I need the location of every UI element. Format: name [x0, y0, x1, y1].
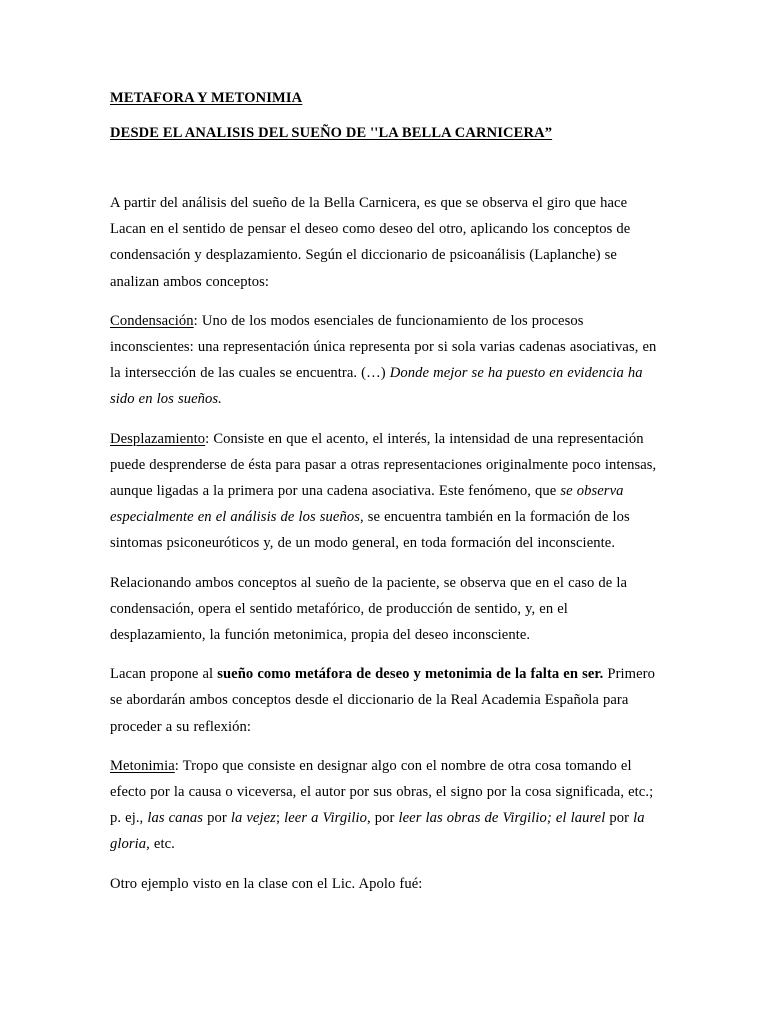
paragraph-condensacion — [110, 308, 660, 413]
lacan-bold-phrase: sueño como metáfora de deseo y metonimia de la falta en ser. — [217, 666, 604, 683]
metonimia-text-part-1: Tropo que consiste en designar algo con el nombre de otra cosa tomando el efecto por la causa o viceversa, el autor por sus obras, el signo por la cosa significada, etc.; p. ej., — [110, 757, 654, 827]
paragraph-gap — [110, 740, 660, 753]
title-block-primary — [110, 85, 660, 111]
condensacion-separator: : — [193, 312, 202, 329]
term-desplazamiento: Desplazamiento — [110, 430, 206, 447]
paragraph-gap — [110, 648, 660, 661]
desplazamiento-text-part-1: Consiste en que el acento, el interés, la intensidad de una representación puede desprenderse de ésta para pasar a otras representaciones originalmente poco intensas, aunque ligadas a la primera por una cadena asociativa. Este fenómeno, que — [110, 430, 657, 500]
title-block-secondary — [110, 120, 660, 146]
desplazamiento-text-part-3: , se encuentra también en la formación de los sintomas psiconeuróticos y, de un modo general, en toda formación del inconsciente. — [110, 509, 630, 552]
metonimia-example-canas: las canas — [147, 810, 204, 827]
metonimia-text-part-5: ; — [275, 810, 285, 827]
paragraph-gap — [110, 858, 660, 871]
paragraph-desplazamiento — [110, 426, 660, 557]
metonimia-example-vejez: la vejez — [230, 810, 276, 827]
paragraph-gap — [110, 295, 660, 308]
paragraph-gap — [110, 413, 660, 426]
metonimia-text-part-11: por — [605, 810, 634, 827]
desplazamiento-separator: : — [205, 430, 214, 447]
term-metonimia: Metonimia — [110, 757, 175, 774]
heading-body-spacer — [110, 146, 660, 190]
desplazamiento-italic-phrase: se observa especialmente en el análisis de los sueños — [110, 483, 624, 526]
lacan-text-part-3: Primero se abordarán ambos conceptos desde el diccionario de la Real Academia Española para proceder a su reflexión: — [110, 666, 655, 735]
metonimia-text-part-13: , etc. — [146, 836, 175, 853]
metonimia-example-leer-virgilio: leer a Virgilio, — [284, 810, 371, 827]
metonimia-example-laurel: el laurel — [555, 810, 606, 827]
condensacion-italic-text: Donde mejor se ha puesto en evidencia ha sido en los sueños. — [110, 365, 643, 408]
metonimia-example-obras-virgilio: leer las obras de Virgilio; — [398, 810, 552, 827]
paragraph-lacan-propone — [110, 661, 660, 740]
paragraph-otro-ejemplo: Otro ejemplo visto en la clase con el Lic. Apolo fué: — [110, 875, 423, 892]
paragraph-metonimia — [110, 753, 660, 858]
metonimia-text-part-7: por — [370, 810, 399, 827]
paragraph-relacionando: Relacionando ambos conceptos al sueño de la paciente, se observa que en el caso de la condensación, opera el sentido metafórico, de producción de sentido, y, en el desplazamiento, la función metonimica, propia del deseo inconsciente. — [110, 574, 628, 644]
metonimia-example-gloria: la gloria — [110, 810, 645, 853]
condensacion-roman-text: Uno de los modos esenciales de funcionamiento de los procesos inconscientes: una representación única representa por si sola varias cadenas asociativas, en la intersección de las cuales se encuentra. (…) — [110, 312, 657, 382]
page-title: METAFORA Y METONIMIA — [110, 90, 303, 106]
metonimia-text-part-3: por — [203, 810, 231, 827]
term-condensacion: Condensación — [110, 312, 194, 329]
paragraph-gap — [110, 557, 660, 570]
page-subtitle: DESDE EL ANALISIS DEL SUEÑO DE ''LA BELLA CARNICERA” — [110, 125, 553, 141]
lacan-text-part-1: Lacan propone al — [110, 666, 218, 683]
paragraph-intro: A partir del análisis del sueño de la Bella Carnicera, es que se observa el giro que hace Lacan en el sentido de pensar el deseo como deseo del otro, aplicando los conceptos de condensación y desplazamiento. Según el diccionario de psicoanálisis (Laplanche) se analizan ambos conceptos: — [110, 195, 631, 290]
metonimia-separator: : — [174, 757, 183, 774]
